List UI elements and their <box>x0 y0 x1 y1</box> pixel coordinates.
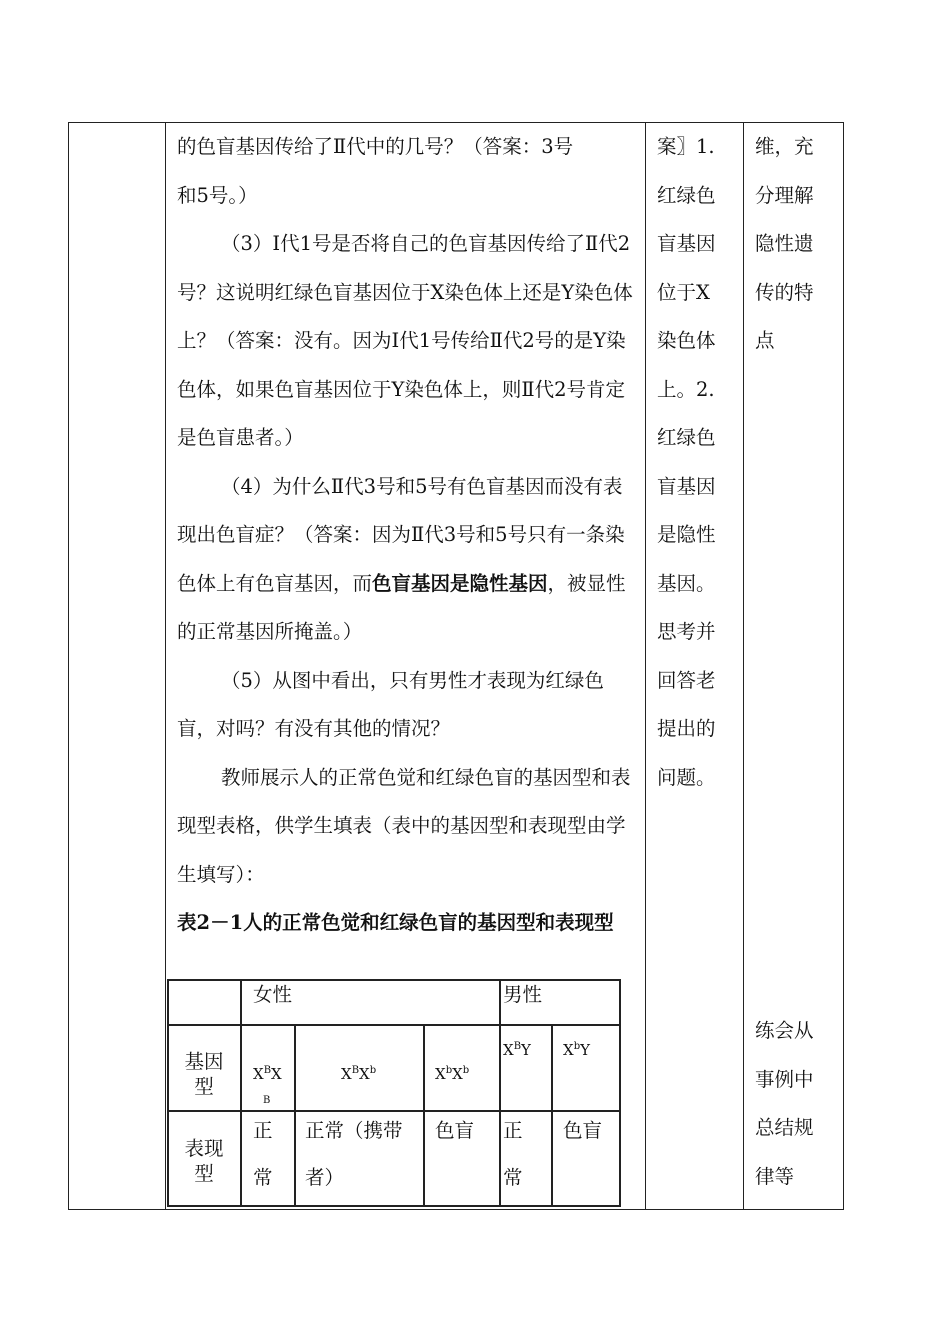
genotype-xbxb: $X^BX$ $_B$ <box>253 1065 282 1106</box>
phenotype-colorblind-male: 色盲 <box>563 1119 603 1142</box>
table-caption: 表2－1人的正常色觉和红绿色盲的基因型和表现型 <box>177 911 614 934</box>
genotype-xbxb-recessive: $X^bX^b$ <box>435 1065 470 1083</box>
genotype-row-label: 基因型 <box>184 1050 224 1098</box>
table-rule <box>499 979 501 1207</box>
genotype-xby-recessive: $X^bY$ <box>563 1041 590 1059</box>
genotype-xbxb-carrier: $X^BX^b$ <box>341 1065 377 1083</box>
question-4 <box>177 463 639 657</box>
key-point: 色盲基因是隐性基因 <box>372 571 548 595</box>
table-rule <box>294 1024 296 1207</box>
phenotype-colorblind: 色盲 <box>435 1119 475 1142</box>
phenotype-row-label: 表现型 <box>184 1137 224 1185</box>
table-rule <box>551 1024 553 1207</box>
teaching-process-column <box>177 123 639 948</box>
lesson-plan-table <box>68 122 844 1210</box>
column-divider <box>743 123 744 1209</box>
design-intent-bottom: 练会从事例中总结规律等 <box>755 1019 814 1188</box>
design-intent-column <box>755 123 825 366</box>
genotype-xby: $X^BY$ <box>503 1041 531 1059</box>
phenotype-normal-male: 正常 <box>503 1119 523 1189</box>
question-3: （3）Ⅰ代1号是否将自己的色盲基因传给了Ⅱ代2号？这说明红绿色盲基因位于X染色体上还是Y染色体上？（答案：没有。因为Ⅰ代1号传给Ⅱ代2号的是Y染色体，如果色盲基因位于Y染色体上，则Ⅱ代2号肯定是色盲患者。） <box>177 232 633 449</box>
table-rule <box>423 1024 425 1207</box>
table-rule <box>167 979 621 981</box>
column-divider <box>645 123 646 1209</box>
table-rule <box>240 979 242 1207</box>
table-rule <box>167 979 169 1207</box>
phenotype-normal: 正常 <box>253 1119 273 1189</box>
question-4-text: （4）为什么Ⅱ代3号和5号有色盲基因而没有表现出色盲症？（答案：因为Ⅱ代3号和5号只有一条染色体上有色盲基因，而 <box>177 474 625 595</box>
student-activity-column <box>657 123 727 802</box>
design-intent-top: 维，充分理解隐性遗传的特点 <box>755 135 814 352</box>
question-4-text-end: ，被显性的正常基因所掩盖。） <box>177 571 626 643</box>
phenotype-carrier: 正常（携带者） <box>305 1119 403 1189</box>
male-header: 男性 <box>503 983 543 1006</box>
table-rule <box>167 1024 621 1026</box>
teacher-activity: 教师展示人的正常色觉和红绿色盲的基因型和表现型表格，供学生填表（表中的基因型和表现型由学生填写）： <box>177 765 631 886</box>
genotype-phenotype-table <box>167 979 621 1209</box>
table-rule <box>619 979 621 1207</box>
column-divider <box>165 123 166 1209</box>
text-line: 的色盲基因传给了Ⅱ代中的几号？（答案：3号 <box>177 135 574 158</box>
female-header: 女性 <box>253 983 293 1006</box>
table-rule <box>167 1205 621 1207</box>
question-5: （5）从图中看出，只有男性才表现为红绿色盲，对吗？有没有其他的情况？ <box>177 668 604 740</box>
student-activity-text: 案〗1.红绿色盲基因位于X染色体上。2.红绿色盲基因是隐性基因。思考并回答老提出的问题。 <box>657 135 716 789</box>
design-intent-column-bottom <box>755 1007 825 1201</box>
text-line: 和5号。） <box>177 183 258 207</box>
